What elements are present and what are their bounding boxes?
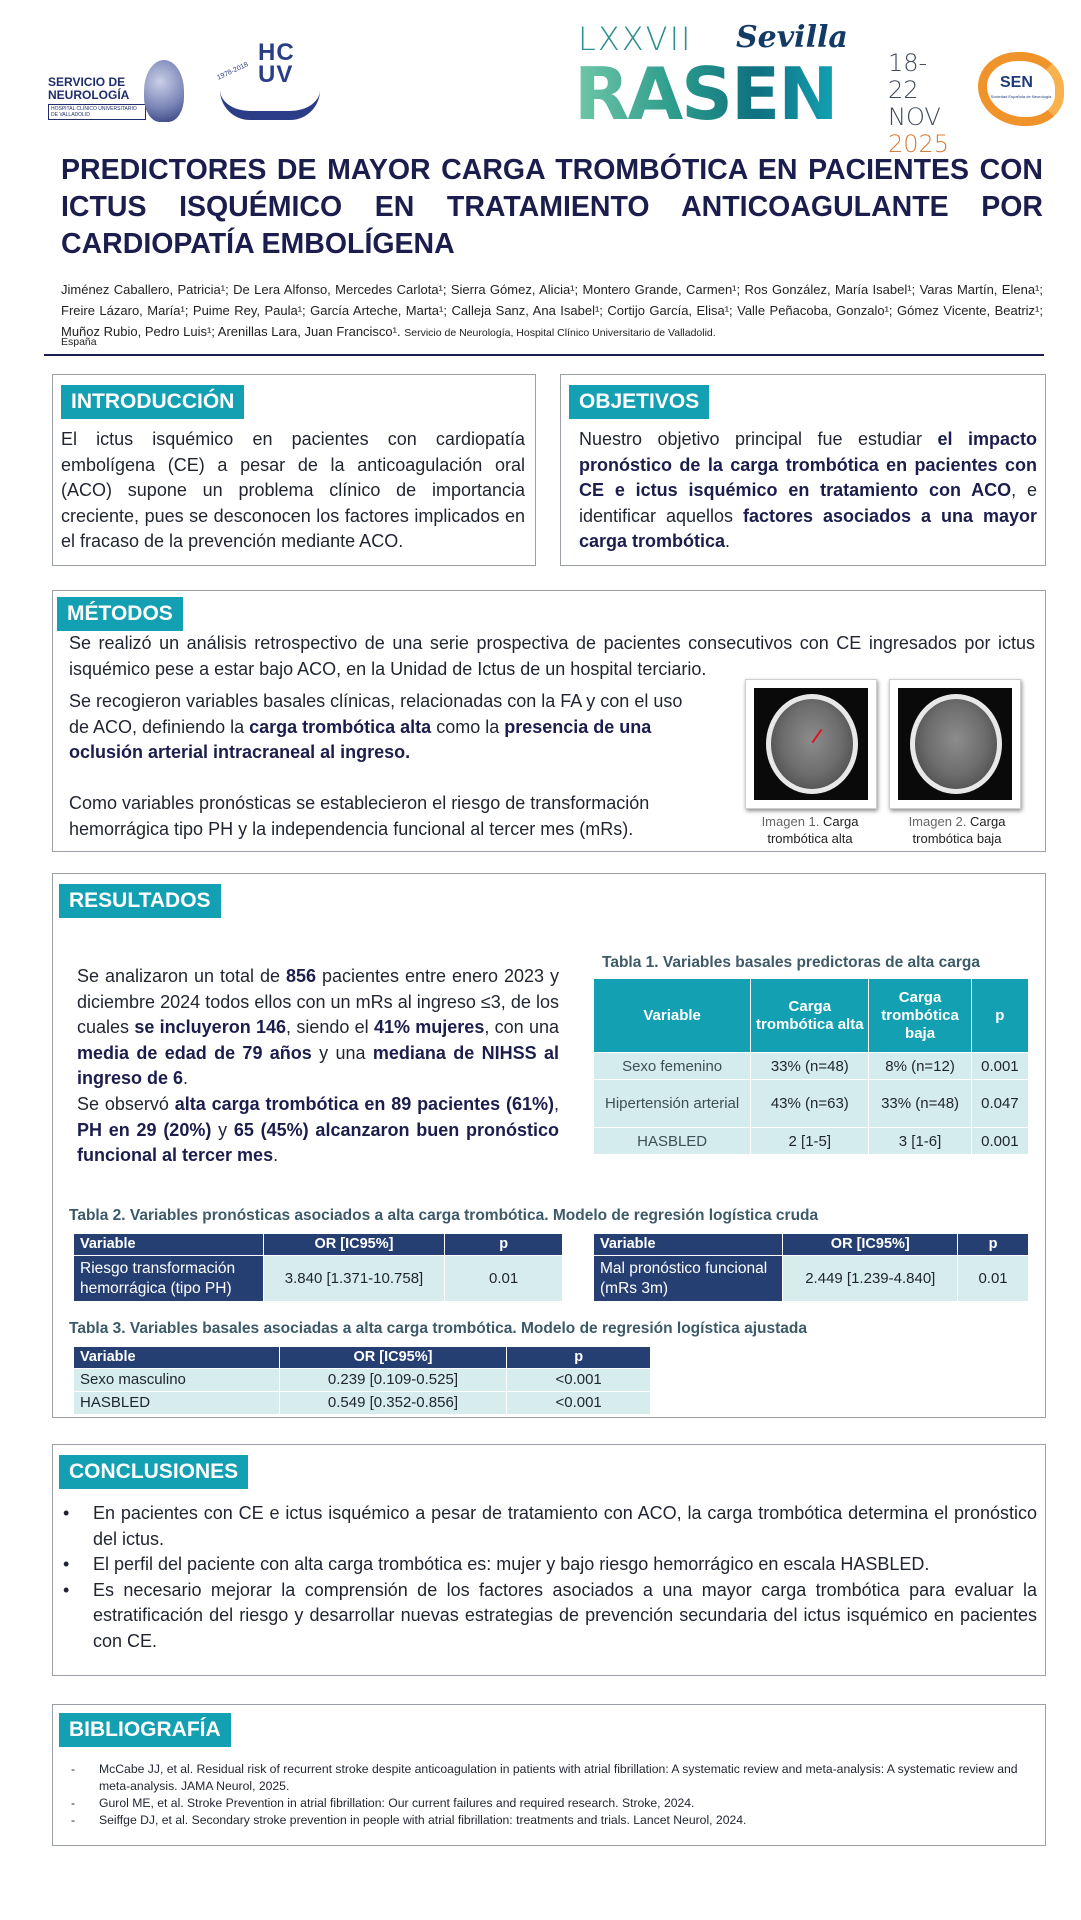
table-row <box>594 1128 1029 1155</box>
text-run: , <box>553 1094 559 1114</box>
text-run: , e identificar aquellos <box>579 480 1037 526</box>
table-cell: 33% (n=48) <box>869 1080 971 1128</box>
text-run: . <box>725 531 731 551</box>
section-header: BIBLIOGRAFÍA <box>59 1713 231 1747</box>
congress-days: 18-22 <box>888 49 928 104</box>
table-row <box>594 1053 1029 1080</box>
bold-run: se incluyeron 146 <box>134 1017 287 1037</box>
table-header: OR [IC95%] <box>263 1234 445 1256</box>
bold-run: carga trombótica alta <box>249 716 432 737</box>
results-paragraph-1 <box>77 964 559 1092</box>
congress-year: 2025 <box>888 130 950 158</box>
hcuv-years: 1978-2018 <box>216 61 250 82</box>
logo-subtitle: HOSPITAL CLÍNICO UNIVERSITARIO DE VALLADOLID <box>48 104 146 120</box>
bold-run: PH en 29 (20%) <box>77 1119 212 1140</box>
table-cell: 0.047 <box>971 1080 1028 1128</box>
caption-label: Imagen 2. <box>908 814 967 829</box>
results-paragraph-2 <box>77 1092 559 1169</box>
ct-scan <box>754 688 868 800</box>
objectives-text <box>579 427 1037 555</box>
table-cell: 3.840 [1.371-10.758] <box>263 1256 445 1302</box>
table-cell: 3 [1-6] <box>869 1128 971 1155</box>
table-cell: 0.001 <box>971 1128 1028 1155</box>
bold-run: 41% mujeres <box>373 1017 485 1037</box>
methods-paragraph-3: Como variables pronósticas se establecieron el riesgo de transformación hemorrágica tipo PH y la independencia funcional al tercer mes (mRs). <box>69 793 650 839</box>
methods-paragraph-2 <box>69 689 695 766</box>
text-run: Se recogieron variables basales clínicas, relacionadas con la FA y con el uso de ACO, definiendo la <box>69 691 683 737</box>
table-cell: HASBLED <box>594 1128 751 1155</box>
text-run: Nuestro objetivo principal fue estudiar <box>579 429 938 449</box>
table-cell: Mal pronóstico funcional (mRs 3m) <box>594 1256 783 1302</box>
list-item: • En pacientes con CE e ictus isquémico a pesar de tratamiento con ACO, la carga trombótica determina el pronóstico del ictus. <box>61 1501 1037 1552</box>
congress-dates <box>888 50 949 158</box>
table-cell: 43% (n=63) <box>751 1080 869 1128</box>
affiliation-text: Servicio de Neurología, Hospital Clínico Universitario de Valladolid. <box>404 327 716 339</box>
table-1 <box>593 978 1029 1155</box>
table-cell: 33% (n=48) <box>751 1053 869 1080</box>
table-header: OR [IC95%] <box>279 1347 507 1369</box>
table-cell: Hipertensión arterial <box>594 1080 751 1128</box>
poster-title: PREDICTORES DE MAYOR CARGA TROMBÓTICA EN PACIENTES CON ICTUS ISQUÉMICO EN TRATAMIENTO ANTICOAGULANTE POR CARDIOPATÍA EMBOLÍGENA <box>61 154 1043 260</box>
text-run: y <box>211 1119 234 1140</box>
bold-run: 65 (45%) alcanzaron buen pronóstico funcional al tercer mes <box>77 1119 559 1165</box>
bold-run: factores asociados a una mayor carga trombótica <box>579 505 1037 551</box>
congress-city: Sevilla <box>736 20 848 55</box>
hcuv-logo <box>216 40 326 126</box>
table-header: Variable <box>74 1347 280 1369</box>
caption-text: Carga <box>970 814 1006 829</box>
bold-run: alta carga trombótica en 89 pacientes (61%) <box>174 1094 554 1114</box>
logo-text: NEUROLOGÍA <box>48 88 130 102</box>
list-item: - Seiffge DJ, et al. Secondary stroke prevention in people with atrial fibrillation: treatments and trials. Lancet Neurol, 2024. <box>71 1812 1035 1829</box>
caption-text: trombótica baja <box>912 831 1002 846</box>
table-cell: 0.01 <box>958 1256 1029 1302</box>
list-item: • El perfil del paciente con alta carga trombótica es: mujer y bajo riesgo hemorrágico en escala HASBLED. <box>61 1552 1037 1578</box>
table-cell: 8% (n=12) <box>869 1053 971 1080</box>
sen-logo <box>978 52 1058 122</box>
text-run: . <box>273 1145 279 1165</box>
table-header: Variable <box>74 1234 264 1256</box>
list-item: - McCabe JJ, et al. Residual risk of recurrent stroke despite anticoagulation in patients with atrial fibrillation: A systematic review and meta-analysis: A systematic review and meta-analysis. JAMA Neurol, 2025. <box>71 1761 1035 1795</box>
section-header: OBJETIVOS <box>569 385 709 419</box>
list-item: • Es necesario mejorar la comprensión de los factores asociados a una mayor carga trombótica para evaluar la estratificación del riesgo y desarrollar nuevas estrategias de prevención secundaria del ictus isquémico en pacientes con CE. <box>61 1578 1037 1655</box>
objectives-section <box>560 374 1046 566</box>
ct-caption-2 <box>879 813 1035 847</box>
table-2-caption: Tabla 2. Variables pronósticas asociados a alta carga trombótica. Modelo de regresión logística cruda <box>69 1207 819 1224</box>
bibliography-list <box>71 1761 1035 1829</box>
neurology-service-logo <box>48 58 188 128</box>
table-cell: 0.01 <box>445 1256 563 1302</box>
table-2-right <box>593 1233 1029 1302</box>
table-cell: <0.001 <box>507 1369 651 1392</box>
ct-scan <box>898 688 1012 800</box>
logo-text: SERVICIO DE <box>48 75 126 89</box>
table-header: Variable <box>594 1234 783 1256</box>
table-row <box>74 1369 651 1392</box>
list-item: - Gurol ME, et al. Stroke Prevention in atrial fibrillation: Our current failures and required research. Stroke, 2024. <box>71 1795 1035 1812</box>
table-row <box>594 1256 1029 1302</box>
authors-text: Jiménez Caballero, Patricia¹; De Lera Alfonso, Mercedes Carlota¹; Sierra Gómez, Alicia¹; Montero Grande, Carmen¹; Ros González, María Isabel¹; Varas Martín, Elena¹; Freire Lázaro, María¹; Puime Rey, Paula¹; García Arteche, Marta¹; Calleja Sanz, Ana Isabel¹; Cortijo García, Elisa¹; Valle Peñacoba, Gonzalo¹; Gómez Vicente, Beatriz¹; Muñoz Rubio, Pedro Luis¹; Arenillas Lara, Juan Francisco¹. <box>61 282 1043 339</box>
author-list <box>61 279 1043 344</box>
table-3 <box>73 1346 651 1415</box>
skull-shape <box>766 694 858 794</box>
table-header: Carga trombótica baja <box>869 979 971 1053</box>
swoosh-icon <box>220 90 320 120</box>
table-2-left <box>73 1233 563 1302</box>
text-run: pacientes entre enero 2023 y diciembre 2024 todos ellos con un mRs al ingreso ≤3, de los cuales <box>77 966 559 1037</box>
bold-run: mediana de NIHSS al ingreso de 6 <box>77 1042 559 1088</box>
table-header: p <box>958 1234 1029 1256</box>
conclusions-section <box>52 1444 1046 1676</box>
table-cell: HASBLED <box>74 1392 280 1415</box>
conclusions-list <box>61 1501 1037 1654</box>
table-cell: 0.549 [0.352-0.856] <box>279 1392 507 1415</box>
bold-run: presencia de una oclusión arterial intracraneal al ingreso. <box>69 716 652 762</box>
congress-month: NOV <box>888 103 941 131</box>
section-header: RESULTADOS <box>59 884 221 918</box>
methods-paragraph-1: Se realizó un análisis retrospectivo de una serie prospectiva de pacientes consecutivos con CE ingresados por ictus isquémico pese a estar bajo ACO, en la Unidad de Ictus de un hospital terciario. <box>69 633 1035 679</box>
text-run: , con una <box>484 1017 559 1037</box>
introduction-section <box>52 374 536 566</box>
caption-label: Imagen 1. <box>761 814 820 829</box>
caption-text: Carga <box>823 814 859 829</box>
bold-run: 856 <box>285 966 317 986</box>
caption-text: trombótica alta <box>767 831 853 846</box>
brain-icon <box>144 60 184 122</box>
table-cell: 0.239 [0.109-0.525] <box>279 1369 507 1392</box>
bibliography-section <box>52 1704 1046 1846</box>
skull-shape <box>910 694 1002 794</box>
congress-name: RASEN <box>574 52 837 136</box>
table-row <box>74 1256 563 1302</box>
methods-section <box>52 590 1046 852</box>
section-header: MÉTODOS <box>57 597 183 631</box>
bold-run: media de edad de 79 años <box>77 1042 312 1063</box>
text-run: como la <box>431 716 505 737</box>
text-run: . <box>183 1068 189 1088</box>
table-header: p <box>445 1234 563 1256</box>
results-section <box>52 873 1046 1418</box>
table-cell: Sexo masculino <box>74 1369 280 1392</box>
sen-subtitle: Sociedad Española de Neurología <box>990 94 1052 99</box>
header-divider <box>44 354 1044 356</box>
section-header: INTRODUCCIÓN <box>61 385 244 419</box>
section-header: CONCLUSIONES <box>59 1455 248 1489</box>
bold-run: el impacto pronóstico de la carga trombótica en pacientes con CE e ictus isquémico en tratamiento con ACO <box>579 429 1037 500</box>
table-cell: 2.449 [1.239-4.840] <box>783 1256 958 1302</box>
table-cell: Sexo femenino <box>594 1053 751 1080</box>
table-cell: Riesgo transformación hemorrágica (tipo PH) <box>74 1256 264 1302</box>
table-cell: <0.001 <box>507 1392 651 1415</box>
text-run: Se observó <box>77 1094 175 1114</box>
table-header: Variable <box>594 979 751 1053</box>
table-header: OR [IC95%] <box>783 1234 958 1256</box>
ct-image-low-burden <box>889 679 1021 809</box>
sen-text: SEN <box>1000 74 1033 91</box>
ct-image-high-burden <box>745 679 877 809</box>
text-run: y una <box>311 1042 373 1063</box>
table-3-caption: Tabla 3. Variables basales asociadas a alta carga trombótica. Modelo de regresión logística ajustada <box>69 1320 807 1337</box>
table-row <box>594 1080 1029 1128</box>
hcuv-text: HC UV <box>258 39 295 88</box>
table-row <box>74 1392 651 1415</box>
table-cell: 0.001 <box>971 1053 1028 1080</box>
affiliation-country: España <box>61 336 97 348</box>
table-header: p <box>971 979 1028 1053</box>
rasen-congress-logo <box>574 20 950 158</box>
table-cell: 2 [1-5] <box>751 1128 869 1155</box>
table-1-caption: Tabla 1. Variables basales predictoras de alta carga <box>602 954 980 971</box>
congress-number: LXXVII <box>578 20 693 58</box>
table-header: Carga trombótica alta <box>751 979 869 1053</box>
ct-caption-1 <box>735 813 885 847</box>
text-run: Se analizaron un total de <box>77 966 286 986</box>
text-run: , siendo el <box>286 1017 374 1037</box>
introduction-text: El ictus isquémico en pacientes con cardiopatía embolígena (CE) a pesar de la anticoagulación oral (ACO) supone un problema clínico de importancia creciente, pues se desconocen los factores implicados en el fracaso de la prevención mediante ACO. <box>61 429 525 551</box>
table-header: p <box>507 1347 651 1369</box>
